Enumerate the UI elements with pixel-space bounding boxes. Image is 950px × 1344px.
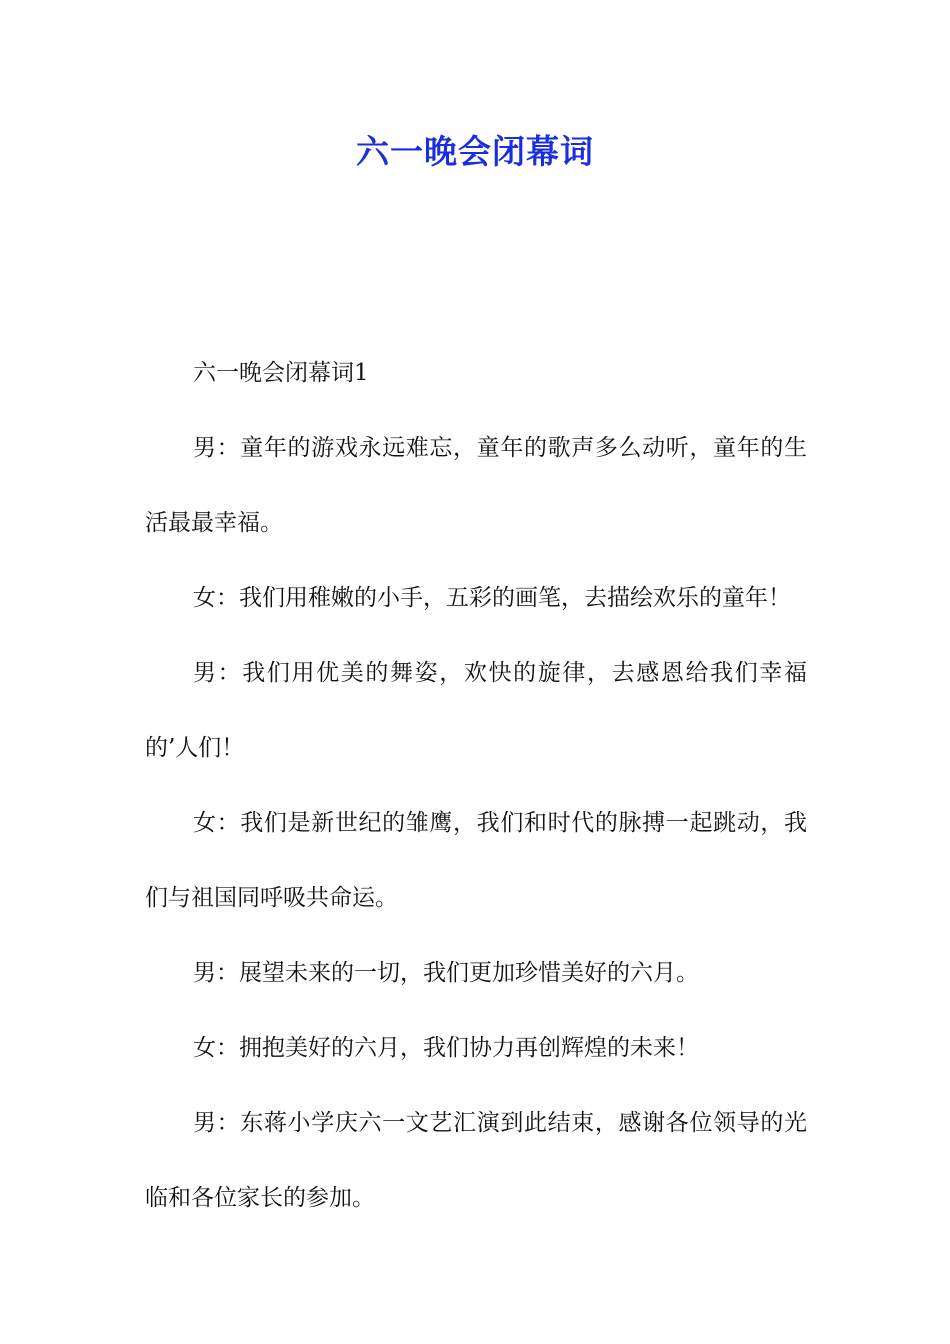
paragraph: 女：我们用稚嫩的小手，五彩的画笔，去描绘欢乐的童年！ xyxy=(193,585,791,611)
paragraph: 男：展望未来的一切，我们更加珍惜美好的六月。 xyxy=(193,960,699,986)
paragraph: 男：我们用优美的舞姿，欢快的旋律，去感恩给我们幸福的’人们！ xyxy=(145,660,807,761)
document-body xyxy=(145,336,807,1236)
paragraph-heading: 六一晚会闭幕词1 xyxy=(193,360,369,386)
paragraph: 男：东蒋小学庆六一文艺汇演到此结束，感谢各位领导的光临和各位家长的参加。 xyxy=(145,1110,807,1211)
paragraph: 女：拥抱美好的六月，我们协力再创辉煌的未来！ xyxy=(193,1035,699,1061)
paragraph: 男：童年的游戏永远难忘，童年的歌声多么动听，童年的生活最最幸福。 xyxy=(145,435,807,536)
document-title: 六一晚会闭幕词 xyxy=(356,132,594,171)
paragraph: 女：我们是新世纪的雏鹰，我们和时代的脉搏一起跳动，我们与祖国同呼吸共命运。 xyxy=(145,810,807,911)
